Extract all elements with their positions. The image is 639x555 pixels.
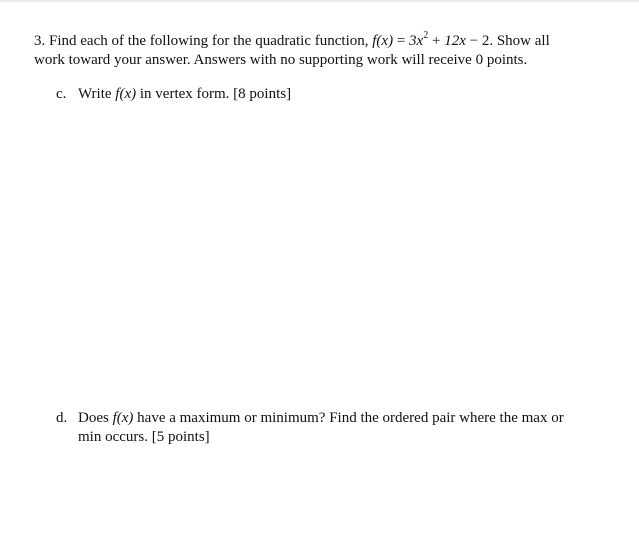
part-c-function: f(x)	[115, 86, 137, 102]
question-intro: Find each of the following for the quadratic function,	[49, 33, 369, 49]
part-d-function: f(x)	[112, 410, 134, 426]
quadratic-coefficient: 3x	[409, 33, 424, 49]
question-number: 3.	[34, 33, 46, 49]
exponent: 2	[423, 30, 429, 41]
part-c-text-end: in vertex form. [8 points]	[139, 86, 292, 102]
part-c-prompt	[78, 86, 291, 102]
part-c-label: c.	[56, 86, 67, 102]
linear-term: 12x	[444, 33, 466, 49]
quadratic-term	[409, 30, 429, 49]
part-d-text-start: Does	[78, 410, 109, 426]
plus-sign: +	[431, 33, 441, 49]
page-top-border	[0, 0, 639, 2]
minus-sign: −	[469, 33, 479, 49]
part-d-text-line1: have a maximum or minimum? Find the ordered pair where the max or	[137, 410, 564, 426]
function-name: f(x)	[372, 33, 394, 49]
part-d	[56, 409, 586, 447]
question-instruction: work toward your answer. Answers with no supporting work will receive 0 points.	[34, 52, 528, 68]
constant-term: 2.	[481, 33, 494, 49]
part-d-text-line2: min occurs. [5 points]	[78, 429, 210, 445]
question-instruction-start: Show all	[496, 33, 550, 49]
question-3	[34, 32, 594, 70]
equals-sign: =	[396, 33, 406, 49]
part-d-label: d.	[56, 410, 68, 426]
part-c-text-start: Write	[78, 86, 112, 102]
part-c	[56, 85, 576, 104]
part-d-prompt	[78, 410, 564, 426]
